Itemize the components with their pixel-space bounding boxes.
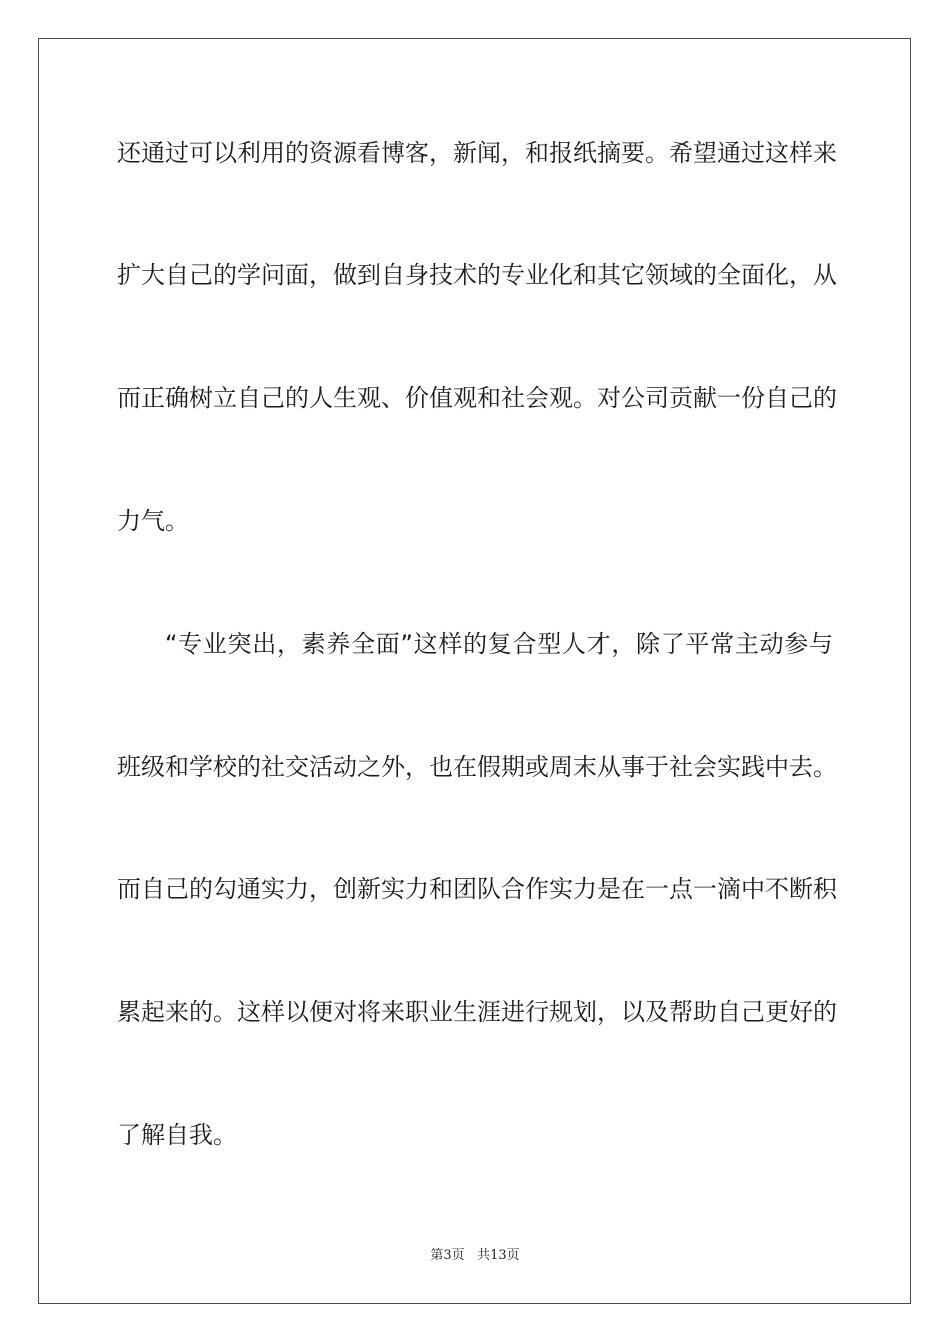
page-border [38, 38, 911, 1304]
text-line: 班级和学校的社交活动之外，也在假期或周末从事于社会实践中去。 [117, 753, 837, 781]
text-line: 而正确树立自己的人生观、价值观和社会观。对公司贡献一份自己的 [117, 384, 837, 412]
text-line: 而自己的勾通实力，创新实力和团队合作实力是在一点一滴中不断积 [117, 875, 837, 903]
text-line: 扩大自己的学问面，做到自身技术的专业化和其它领域的全面化，从 [117, 261, 837, 289]
text-line: 力气。 [117, 507, 189, 535]
text-line: 累起来的。这样以便对将来职业生涯进行规划，以及帮助自己更好的 [117, 998, 837, 1026]
total-pages: 共13页 [477, 1248, 520, 1263]
current-page-number: 第3页 [430, 1248, 465, 1263]
text-line: 还通过可以利用的资源看博客，新闻，和报纸摘要。希望通过这样来 [117, 139, 837, 167]
page-footer [0, 1247, 950, 1265]
text-line: “专业突出，素养全面”这样的复合型人才，除了平常主动参与 [165, 630, 833, 658]
text-line: 了解自我。 [117, 1121, 237, 1149]
